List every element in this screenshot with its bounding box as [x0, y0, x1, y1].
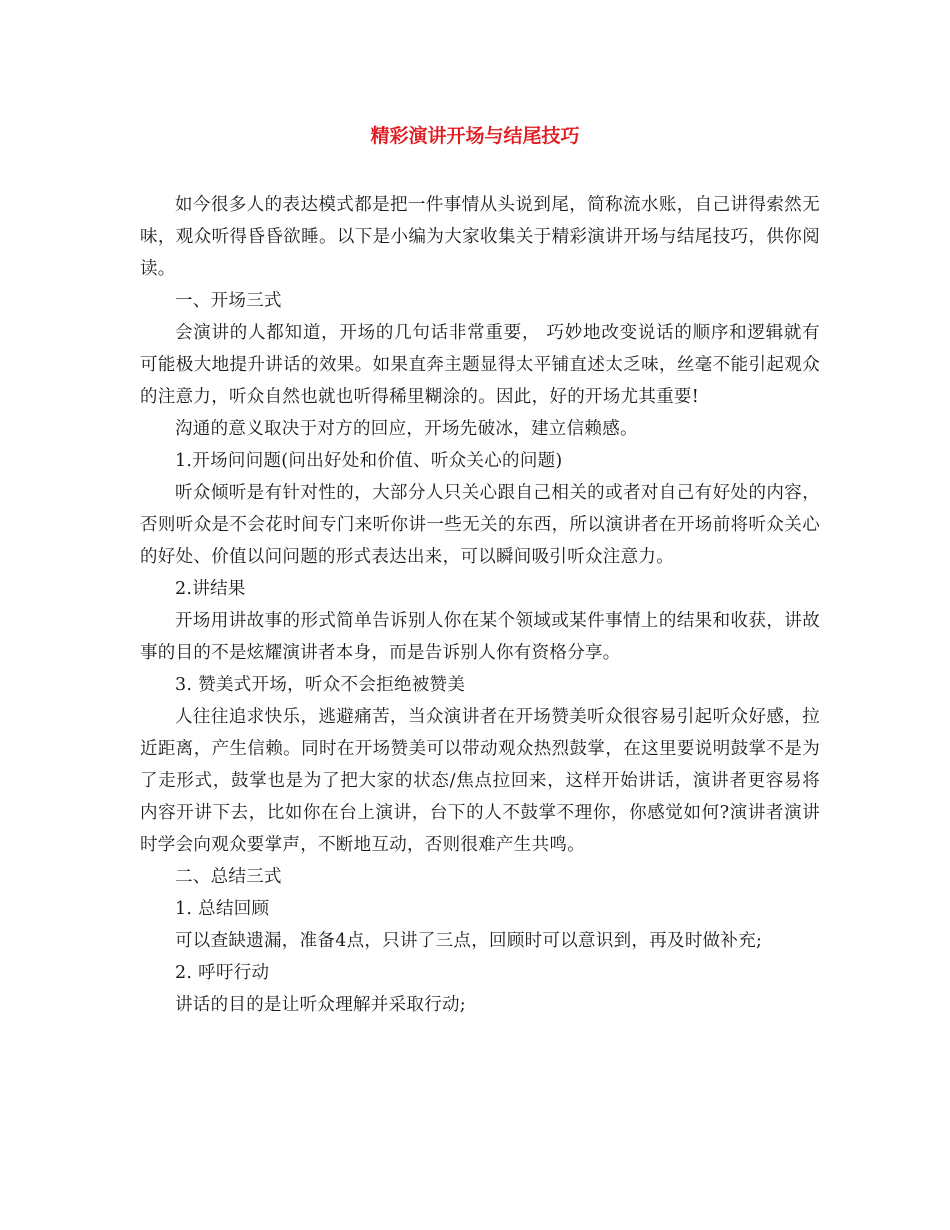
section-heading-summary: 二、总结三式 — [175, 867, 282, 887]
subheading-praise-opening: 3. 赞美式开场，听众不会拒绝被赞美 — [175, 675, 466, 695]
document-body — [140, 189, 820, 1021]
paragraph-tell-results: 开场用讲故事的形式简单告诉别人你在某个领域或某件事情上的结果和收获，讲故事的目的不是炫耀演讲者本身，而是告诉别人你有资格分享。 — [140, 611, 820, 663]
paragraph-communication: 沟通的意义取决于对方的回应，开场先破冰，建立信赖感。 — [175, 419, 638, 439]
paragraph-praise-opening: 人往往追求快乐，逃避痛苦，当众演讲者在开场赞美听众很容易引起听众好感，拉近距离，产生信赖。同时在开场赞美可以带动观众热烈鼓掌，在这里要说明鼓掌不是为了走形式，鼓掌也是为了把大家的状态/焦点拉回来，这样开始讲话，演讲者更容易将内容开讲下去，比如你在台上演讲，台下的人不鼓掌不理你，你感觉如何?演讲者演讲时学会向观众要掌声，不断地互动，否则很难产生共鸣。 — [140, 707, 820, 855]
subheading-ask-questions: 1.开场问问题(问出好处和价值、听众关心的问题) — [175, 451, 563, 471]
paragraph-opening-importance: 会演讲的人都知道，开场的几句话非常重要， 巧妙地改变说话的顺序和逻辑就有可能极大地提升讲话的效果。如果直奔主题显得太平铺直述太乏味，丝毫不能引起观众的注意力，听众自然也就也听得稀里糊涂的。因此，好的开场尤其重要! — [140, 323, 820, 407]
subheading-call-to-action: 2. 呼吁行动 — [175, 963, 270, 983]
paragraph-intro: 如今很多人的表达模式都是把一件事情从头说到尾，简称流水账，自己讲得索然无味，观众听得昏昏欲睡。以下是小编为大家收集关于精彩演讲开场与结尾技巧，供你阅读。 — [140, 195, 820, 279]
paragraph-review: 可以查缺遗漏，准备4点，只讲了三点，回顾时可以意识到，再及时做补充; — [175, 931, 763, 951]
subheading-tell-results: 2.讲结果 — [175, 579, 246, 599]
section-heading-opening: 一、开场三式 — [175, 291, 282, 311]
paragraph-call-to-action: 讲话的目的是让听众理解并采取行动; — [175, 995, 466, 1015]
paragraph-ask-questions: 听众倾听是有针对性的，大部分人只关心跟自己相关的或者对自己有好处的内容，否则听众是不会花时间专门来听你讲一些无关的东西，所以演讲者在开场前将听众关心的好处、价值以问问题的形式表达出来，可以瞬间吸引听众注意力。 — [140, 483, 820, 567]
document-title: 精彩演讲开场与结尾技巧 — [370, 125, 580, 147]
subheading-review: 1. 总结回顾 — [175, 899, 270, 919]
